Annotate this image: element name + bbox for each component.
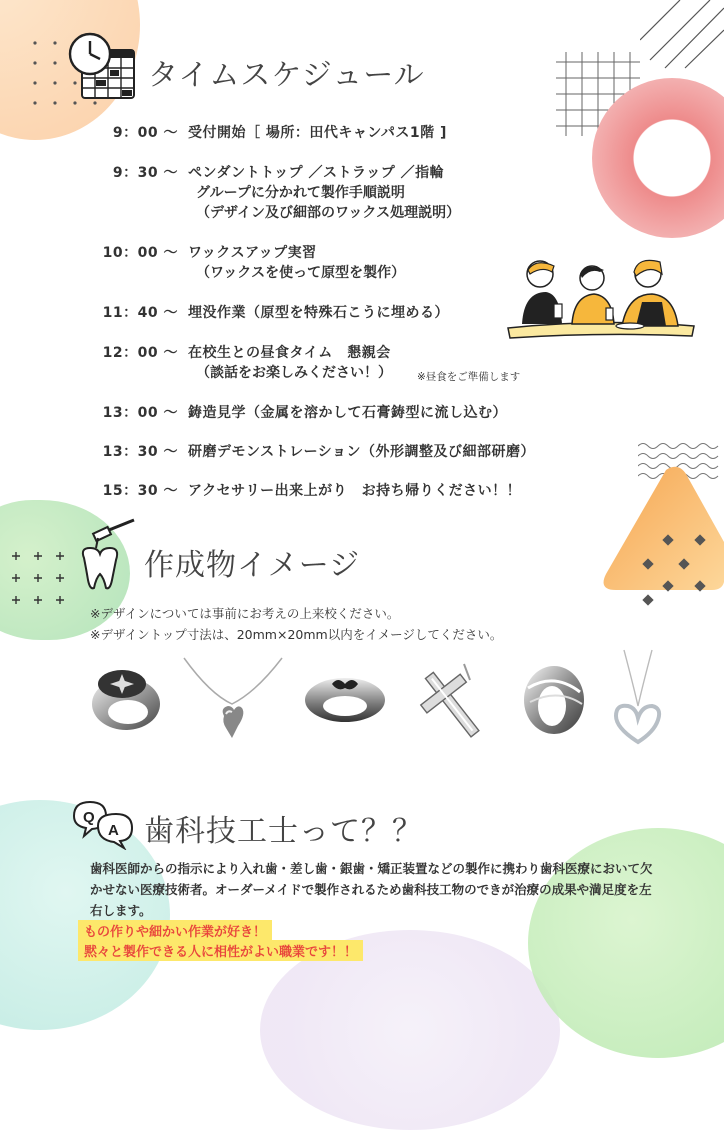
schedule-activity: 鋳造見学（金属を溶かして石膏鋳型に流し込む） (188, 405, 507, 421)
diagonal-lines-top-right (640, 0, 724, 70)
schedule-activity-detail: （談話をお楽しみください！） (196, 365, 392, 381)
qa-bubbles-icon (68, 794, 140, 850)
schedule-title: タイムスケジュール (148, 58, 425, 93)
schedule-time: 13：30 ～ (102, 444, 178, 460)
schedule-row (102, 242, 317, 262)
schedule-time: 9：00 ～ (112, 125, 178, 141)
dental-description: 歯科医師からの指示により入れ歯・差し歯・銀歯・矯正装置などの製作に携わり歯科医療において欠かせない医療技術者。オーダーメイドで製作されるため歯科技工物のできが治療の成果や満足度を左右します。 (90, 861, 653, 918)
schedule-activity-detail: グループに分かれて製作手順説明 (196, 185, 405, 201)
plus-grid-decoration (6, 548, 76, 610)
schedule-activity: アクセサリー出来上がり お持ち帰りください！！ (188, 483, 522, 499)
heart-pendant-necklace-image (180, 654, 284, 746)
schedule-activity-detail: （ワックスを使って原型を製作） (196, 265, 406, 281)
schedule-row (102, 480, 522, 500)
schedule-activity: 在校生との昼食タイム 懇親会 (188, 345, 391, 361)
schedule-row (112, 162, 445, 182)
schedule-activity: 埋没作業（原型を特殊石こうに埋める） (188, 305, 449, 321)
lunch-note: ※昼食をご準備します (417, 371, 521, 383)
schedule-row (102, 402, 507, 422)
schedule-time: 10：00 ～ (102, 245, 178, 261)
fleur-ring-image (302, 668, 388, 728)
works-note-size: ※デザイントップ寸法は、20mm×20mm以内をイメージしてください。 (90, 627, 503, 642)
a-letter: A (108, 822, 119, 839)
people-eating-illustration (502, 252, 698, 340)
schedule-row (112, 122, 447, 142)
schedule-activity: ペンダントトップ ／ストラップ ／指輪 (188, 165, 445, 181)
schedule-row (102, 302, 449, 322)
works-title: 作成物イメージ (144, 548, 361, 583)
clock-calendar-icon (66, 32, 138, 102)
schedule-activity: 研磨デモンストレーション（外形調整及び細部研磨） (188, 444, 536, 460)
schedule-activity-detail: （デザイン及び細部のワックス処理説明） (196, 205, 461, 221)
open-heart-necklace-image (608, 648, 668, 748)
diamond-dots-decoration (636, 532, 716, 608)
schedule-activity: ワックスアップ実習 (188, 245, 317, 261)
tooth-drill-icon (72, 518, 142, 594)
schedule-time: 12：00 ～ (102, 345, 178, 361)
works-note-design: ※デザインについては事前にお考えの上来校ください。 (90, 606, 400, 621)
schedule-row (102, 441, 536, 461)
cross-pendant-image (410, 660, 494, 746)
q-letter: Q (83, 809, 95, 826)
schedule-time: 9：30 ～ (112, 165, 178, 181)
dental-title: 歯科技工士って？？ (144, 814, 423, 849)
highlight-line-2: 黙々と製作できる人に相性がよい職業です！！ (78, 940, 363, 961)
schedule-time: 15：30 ～ (102, 483, 178, 499)
schedule-time: 11：40 ～ (102, 305, 178, 321)
schedule-time: 13：00 ～ (102, 405, 178, 421)
wave-ring-image (518, 658, 590, 738)
highlight-line-1: もの作りや細かい作業が好き！ (78, 920, 272, 941)
schedule-row (102, 342, 391, 362)
schedule-activity: 受付開始［ 場所：田代キャンパス1階 ] (188, 125, 447, 141)
cross-ring-image (88, 660, 164, 736)
